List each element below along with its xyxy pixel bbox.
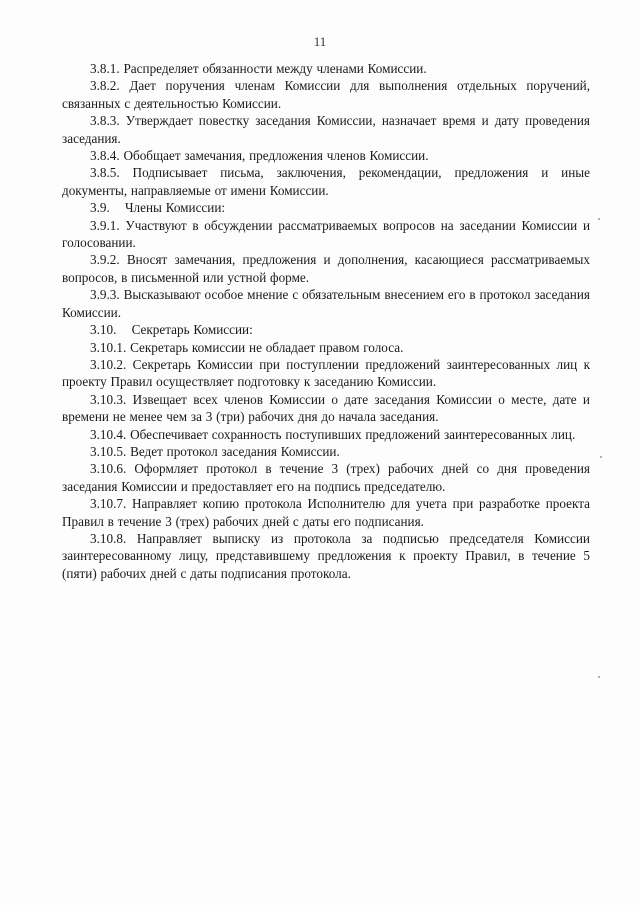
paragraph-3-10-2: 3.10.2. Секретарь Комиссии при поступлении предложений заинтересованных лиц к проекту Правил осуществляет подготовку к заседанию Комиссии. [62,356,590,390]
paragraph-3-10-6: 3.10.6. Оформляет протокол в течение 3 (трех) рабочих дней со дня проведения заседания Комиссии и предоставляет его на подпись председателю. [62,461,590,494]
paragraph-3-10-3: 3.10.3. Извещает всех членов Комиссии о дате заседания Комиссии о месте, дате и времени не менее чем за 3 (три) рабочих дня до начала заседания. [62,391,590,425]
paragraph-3-8-2: 3.8.2. Дает поручения членам Комиссии для выполнения отдельных поручений, связанных с деятельностью Комиссии. [62,78,590,111]
paragraph-3-8-4: 3.8.4. Обобщает замечания, предложения членов Комиссии. [90,148,429,164]
paragraph-3-8-3: 3.8.3. Утверждает повестку заседания Комиссии, назначает время и дату проведения заседания. [62,113,590,146]
paragraph-3-10-1: 3.10.1. Секретарь комиссии не обладает правом голоса. [90,339,404,355]
paragraph-3-8-1: 3.8.1. Распределяет обязанности между членами Комиссии. [90,61,427,76]
paragraph-3-10-5: 3.10.5. Ведет протокол заседания Комиссии. [90,443,340,459]
paragraph-3-9-3: 3.9.3. Высказывают особое мнение с обязательным внесением его в протокол заседания Комиссии. [62,287,590,320]
paragraph-3-10-7: 3.10.7. Направляет копию протокола Исполнителю для учета при разработке проекта Правил в течение 3 (трех) рабочих дней с даты его подписания. [62,496,590,529]
page-number: 11 [313,34,327,49]
scan-speck [598,218,600,220]
paragraph-3-9-1: 3.9.1. Участвуют в обсуждении рассматриваемых вопросов на заседании Комиссии и голосовании. [62,217,590,251]
document-body [62,60,590,582]
paragraph-3-10-4: 3.10.4. Обеспечивает сохранность поступивших предложений заинтересованных лиц. [90,426,576,442]
section-heading-3-9: 3.9. Члены Комиссии: [90,200,226,216]
scan-speck [598,676,600,678]
paragraph-3-10-8: 3.10.8. Направляет выписку из протокола за подписью председателя Комиссии заинтересованному лицу, представившему предложения к проекту Правил, в течение 5 (пяти) рабочих дней с даты подписания протокола. [62,530,590,581]
section-heading-3-10: 3.10. Секретарь Комиссии: [90,322,253,338]
paragraph-3-8-5: 3.8.5. Подписывает письма, заключения, рекомендации, предложения и иные документы, направляемые от имени Комиссии. [62,165,590,198]
paragraph-3-9-2: 3.9.2. Вносят замечания, предложения и дополнения, касающиеся рассматриваемых вопросов, в письменной или устной форме. [62,252,590,285]
scan-speck [600,456,602,458]
